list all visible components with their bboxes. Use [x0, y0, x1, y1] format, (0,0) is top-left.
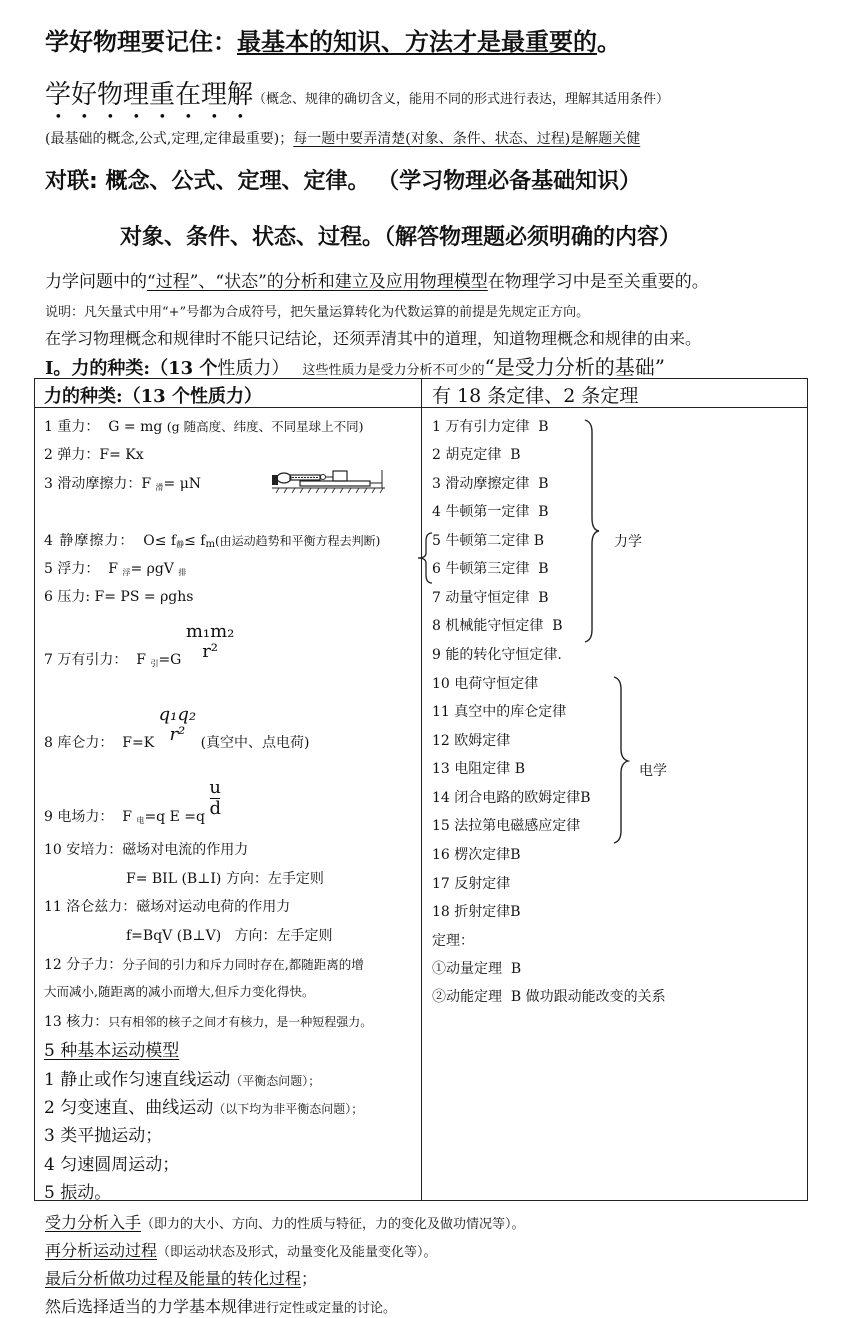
motion-model-item [44, 1150, 179, 1175]
spring-scale-block-diagram-icon [270, 468, 388, 494]
learning-line: 在学习物理概念和规律时不能只记结论，还须弄清其中的道理，知道物理概念和规律的由来。 [45, 329, 702, 348]
section-title-normal: 性质力） [217, 358, 290, 379]
law-item: 16 楞次定律B [432, 847, 521, 863]
force-formula-subscript: 浮 [122, 568, 131, 577]
force-formula: ≤ f [184, 533, 206, 549]
motion-model-note: （以下均为非平衡态问题）； [213, 1102, 364, 1116]
force-row [44, 533, 380, 553]
force-formula-subscript: 引 [150, 659, 159, 668]
hook [321, 475, 326, 480]
footer-underlined: 受力分析入手 [45, 1213, 142, 1232]
heading-remember [45, 22, 621, 57]
force-note: 分子间的引力和斥力同时存在,都随距离的增 [122, 957, 364, 972]
basics-line-underlined: 每一题中要弄清楚(对象、条件、状态、过程)是解题关健 [293, 131, 641, 147]
theorems-title: 定理： [432, 933, 474, 949]
law-item: 5 牛顿第二定律 B [432, 533, 545, 549]
force-row [44, 589, 193, 605]
force-formula: F= PS = ρghs [94, 589, 194, 605]
theorem-item: ①动量定理 B [432, 961, 522, 977]
footer-line [45, 1210, 525, 1233]
force-formula: F= BIL (B⊥I) 方向：左手定则 [126, 871, 324, 887]
footer-underlined: 最后分析做功过程及能量的转化过程 [45, 1269, 302, 1288]
force-formula: f=BqV (B⊥V) 方向：左手定则 [126, 928, 333, 944]
motion-model-text: 5 振动。 [44, 1183, 112, 1203]
law-item: 11 真空中的库仑定律 [432, 704, 567, 720]
force-note: (由运动趋势和平衡方程去判断) [214, 534, 381, 548]
force-label: 13 核力： [44, 1014, 109, 1030]
footer-rest: 进行定性或定量的讨论。 [253, 1301, 397, 1316]
law-item: 4 牛顿第一定律 B [432, 504, 549, 520]
force-note: (真空中、点电荷) [200, 735, 310, 751]
force-row [44, 1014, 372, 1030]
law-item: 6 牛顿第三定律 B [432, 561, 549, 577]
force-formula: = μN [163, 476, 202, 492]
law-item: 17 反射定律 [432, 876, 511, 892]
block [333, 471, 347, 481]
force-formula: F [108, 561, 118, 577]
force-label: 4 静摩擦力： [44, 533, 135, 549]
section-title-small: 这些性质力是受力分析不可少的 [302, 363, 485, 378]
footer-line [45, 1294, 396, 1317]
force-note: 只有相邻的核子之间才有核力，是一种短程强力。 [108, 1015, 373, 1029]
force-formula-subscript: 排 [178, 568, 187, 577]
force-formula: F= Kx [99, 447, 144, 463]
law-item: 13 电阻定律 B [432, 761, 526, 777]
law-item: 8 机械能守恒定律 B [432, 618, 563, 634]
law-item: 14 闭合电路的欧姆定律B [432, 790, 591, 806]
table-column-divider [421, 378, 422, 1201]
force-formula-subscript: 电 [136, 815, 145, 825]
curly-brace-icon [583, 418, 605, 644]
force-row [44, 842, 248, 858]
section-title-quote: “是受力分析的基础” [484, 355, 665, 379]
couplet-line-2: 对象、条件、状态、过程。（解答物理题必须明确的内容） [120, 225, 682, 250]
law-item: 1 万有引力定律 B [432, 419, 549, 435]
board [300, 481, 370, 486]
hand-outline [277, 473, 291, 483]
law-item: 7 动量守恒定律 B [432, 590, 549, 606]
coulomb-fraction [159, 705, 196, 745]
mechanics-line [45, 267, 709, 292]
force-label: 2 弹力： [44, 447, 100, 463]
force-formula: F=K [122, 735, 155, 751]
fraction-numerator: q₁q₂ [158, 704, 197, 725]
motion-model-item [44, 1065, 320, 1090]
footer-main: 然后选择适当的力学基本规律 [45, 1297, 254, 1316]
footer-underlined: 再分析运动过程 [45, 1241, 158, 1260]
force-row [44, 447, 144, 463]
footer-line [45, 1238, 437, 1261]
force-label: 11 洛仑兹力：磁场对运动电荷的作用力 [44, 899, 291, 915]
force-label: 9 电场力： [44, 808, 114, 825]
section-title-bold: Ⅰ。力的种类:（13 个 [45, 358, 218, 379]
heading-understand-note: （概念、规律的确切含义，能用不同的形式进行表达，理解其适用条件） [253, 92, 670, 107]
heading-remember-prefix: 学好物理要记住： [45, 28, 237, 56]
motion-model-text: 4 匀速圆周运动； [44, 1155, 180, 1175]
note-line: 说明：凡矢量式中用“+”号都为合成符号，把矢量运算转化为代数运算的前提是先规定正方向。 [45, 305, 590, 320]
force-row [44, 704, 310, 751]
force-label: 3 滑动摩擦力： [44, 476, 142, 492]
law-item: 2 胡克定律 B [432, 447, 521, 463]
force-label: 8 库仑力： [44, 735, 114, 751]
motion-model-item [44, 1178, 111, 1203]
force-formula-subscript: 静 [176, 540, 185, 549]
force-label: 5 浮力： [44, 561, 100, 577]
motion-models-title: 5 种基本运动模型 [44, 1041, 180, 1061]
law-item: 10 电荷守恒定律 [432, 676, 539, 692]
couplet-line-1: 对联: 概念、公式、定理、定律。 （学习物理必备基础知识） [45, 169, 642, 194]
section-title [45, 351, 665, 380]
footer-rest: ； [301, 1269, 318, 1288]
footer-rest: （即力的大小、方向、力的性质与特征，力的变化及做功情况等）。 [141, 1217, 525, 1232]
fraction-denominator: r² [169, 724, 186, 745]
law-item: 15 法拉第电磁感应定律 [432, 818, 581, 834]
law-item: 18 折射定律B [432, 904, 521, 920]
group-label-electricity: 电学 [639, 763, 667, 779]
heading-understand-main: 学好物理重在理解 [45, 80, 254, 110]
table-header-right: 有 18 条定律、2 条定理 [432, 385, 639, 407]
force-formula-subscript: m [205, 539, 215, 550]
gravitation-fraction [186, 622, 235, 662]
basics-line-prefix: (最基础的概念,公式,定理,定律最重要)； [45, 131, 294, 147]
law-item: 3 滑动摩擦定律 B [432, 476, 549, 492]
force-row [44, 419, 364, 435]
motion-model-text: 3 类平抛运动； [44, 1126, 163, 1146]
force-formula: O≤ f [143, 533, 177, 549]
curly-brace-icon [414, 531, 434, 585]
electric-field-fraction [209, 778, 221, 819]
mechanics-line-suffix: 在物理学习中是至关重要的。 [487, 272, 709, 292]
force-formula: =G [158, 652, 182, 668]
force-note: (g 随高度、纬度、不同星球上不同) [166, 419, 364, 434]
heading-remember-end: 。 [597, 28, 621, 56]
theorem-item: ②动能定理 B 做功跟动能改变的关系 [432, 989, 666, 1005]
force-row [44, 476, 201, 496]
footer-rest: （即运动状态及形式，动量变化及能量变化等）。 [157, 1245, 437, 1260]
motion-model-text: 2 匀变速直、曲线运动 [44, 1098, 214, 1118]
force-formula: F [122, 808, 132, 825]
motion-model-text: 1 静止或作匀速直线运动 [44, 1070, 231, 1090]
force-row [44, 777, 221, 825]
force-formula: =q E =q [144, 808, 205, 825]
force-row [44, 899, 290, 915]
motion-model-item [44, 1093, 363, 1118]
motion-model-note: （平衡态问题）； [230, 1074, 321, 1088]
force-formula: G = mg [108, 419, 163, 435]
group-label-mechanics: 力学 [614, 534, 642, 550]
fraction-numerator: u [209, 777, 221, 798]
force-label: 10 安培力：磁场对电流的作用力 [44, 842, 249, 858]
mechanics-line-prefix: 力学问题中的 [45, 272, 147, 292]
force-label: 12 分子力： [44, 957, 123, 973]
fraction-denominator: d [209, 798, 221, 819]
fraction-numerator: m₁m₂ [185, 621, 235, 642]
force-row [44, 621, 235, 668]
force-formula: F [136, 652, 146, 668]
force-label: 7 万有引力： [44, 652, 128, 668]
table-header-left [44, 382, 262, 408]
curly-brace-icon [612, 675, 634, 845]
law-item: 12 欧姆定律 [432, 733, 511, 749]
footer-line [45, 1266, 317, 1289]
force-formula: F [141, 476, 152, 492]
mechanics-line-underlined: “过程”、“状态”的分析和建立及应用物理模型 [147, 272, 488, 292]
heading-remember-emphasis: 最基本的知识、方法才是最重要的 [237, 28, 597, 56]
heading-understand [45, 74, 669, 125]
force-row [44, 957, 364, 973]
ground-hatch [276, 488, 383, 493]
force-row [44, 561, 186, 581]
law-item: 9 能的转化守恒定律. [432, 647, 562, 663]
force-note: 大而减小,随距离的减小而增大,但斥力变化得快。 [44, 984, 315, 999]
force-label: 1 重力： [44, 419, 100, 435]
table-header-left-text: 力的种类:（13 个性质力） [44, 386, 262, 407]
force-formula-subscript: 滑 [155, 483, 164, 492]
basics-line [45, 128, 640, 148]
motion-model-item [44, 1121, 162, 1146]
fraction-denominator: r² [202, 641, 219, 662]
force-formula: = ρgV [130, 561, 174, 577]
force-label: 6 压力: [44, 589, 91, 605]
